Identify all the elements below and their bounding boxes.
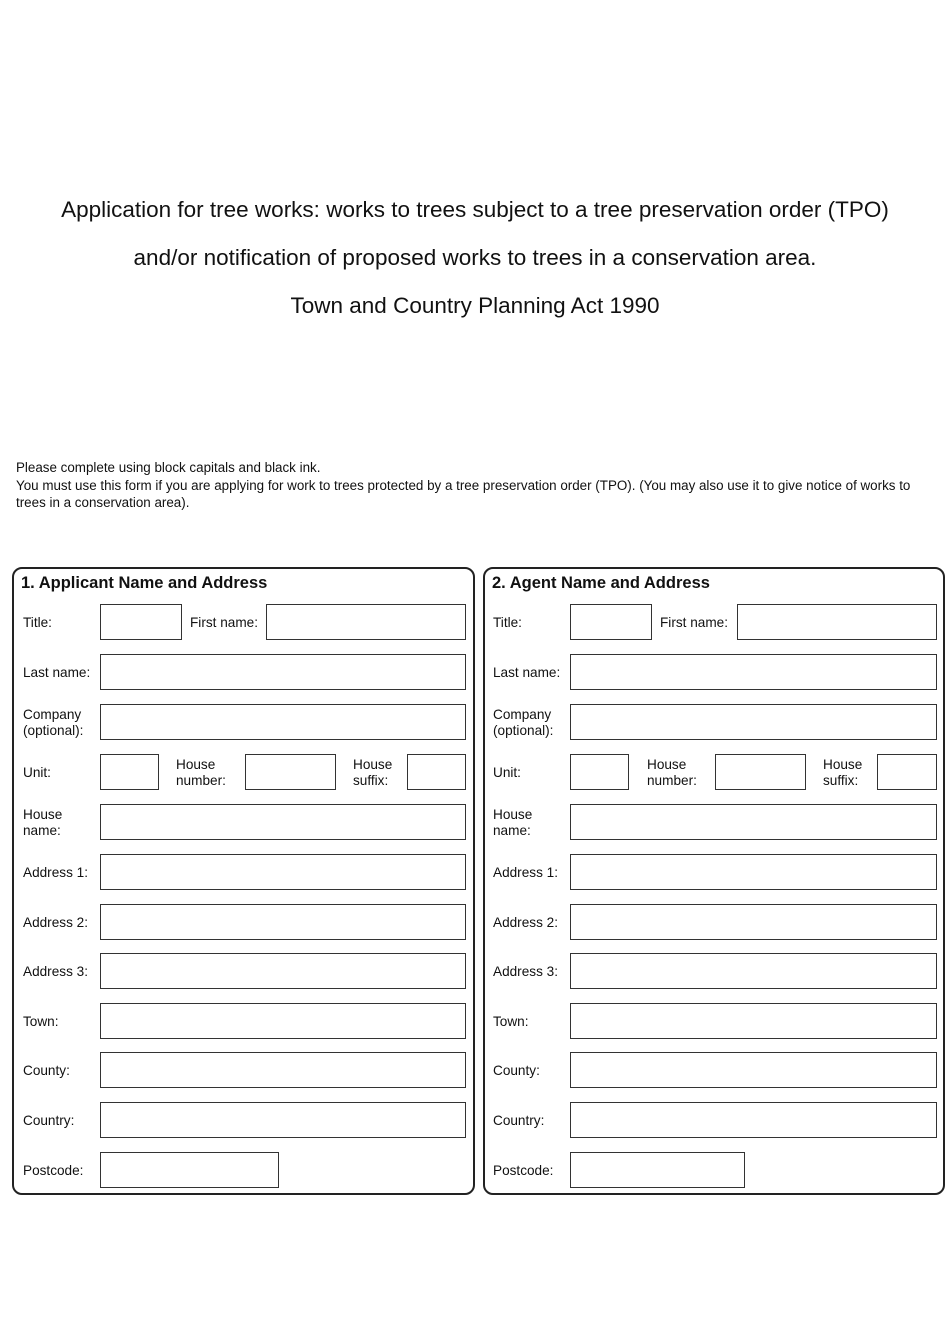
title-label: Title: <box>23 615 52 630</box>
house-name-label: House name: <box>23 807 63 838</box>
agent-unit-row <box>485 754 943 792</box>
agent-section <box>483 567 945 1195</box>
agent-address1-row <box>485 854 943 892</box>
house-suffix-label: House suffix: <box>353 757 393 788</box>
applicant-address2-field[interactable] <box>100 904 466 940</box>
agent-unit-field[interactable] <box>570 754 629 790</box>
agent-town-row <box>485 1003 943 1041</box>
agent-address3-field[interactable] <box>570 953 937 989</box>
title-line-2: and/or notification of proposed works to trees in a conservation area. <box>133 245 817 270</box>
agent-title-field[interactable] <box>570 604 652 640</box>
applicant-address2-row <box>14 904 473 942</box>
address3-label: Address 3: <box>23 964 88 979</box>
address1-label: Address 1: <box>493 865 558 880</box>
country-label: Country: <box>23 1113 75 1128</box>
applicant-country-row <box>14 1102 473 1140</box>
house-suffix-label: House suffix: <box>823 757 863 788</box>
address3-label: Address 3: <box>493 964 558 979</box>
applicant-address3-field[interactable] <box>100 953 466 989</box>
applicant-house-name-field[interactable] <box>100 804 466 840</box>
applicant-first-name-field[interactable] <box>266 604 466 640</box>
form-title <box>0 186 950 330</box>
applicant-heading: 1. Applicant Name and Address <box>21 574 268 592</box>
agent-address3-row <box>485 953 943 991</box>
agent-postcode-field[interactable] <box>570 1152 745 1188</box>
agent-postcode-row <box>485 1152 943 1190</box>
applicant-last-name-row <box>14 654 473 692</box>
agent-title-row <box>485 604 943 642</box>
agent-county-field[interactable] <box>570 1052 937 1088</box>
applicant-address1-row <box>14 854 473 892</box>
agent-address2-row <box>485 904 943 942</box>
postcode-label: Postcode: <box>23 1163 84 1178</box>
applicant-unit-row <box>14 754 473 792</box>
postcode-label: Postcode: <box>493 1163 554 1178</box>
title-line-3: Town and Country Planning Act 1990 <box>290 293 660 318</box>
agent-first-name-field[interactable] <box>737 604 937 640</box>
applicant-country-field[interactable] <box>100 1102 466 1138</box>
agent-house-name-field[interactable] <box>570 804 937 840</box>
agent-town-field[interactable] <box>570 1003 937 1039</box>
applicant-address1-field[interactable] <box>100 854 466 890</box>
first-name-label: First name: <box>660 615 728 630</box>
last-name-label: Last name: <box>23 665 91 680</box>
applicant-unit-field[interactable] <box>100 754 159 790</box>
applicant-town-field[interactable] <box>100 1003 466 1039</box>
instructions <box>16 459 916 512</box>
house-number-label: House number: <box>176 757 226 788</box>
title-label: Title: <box>493 615 522 630</box>
agent-last-name-field[interactable] <box>570 654 937 690</box>
town-label: Town: <box>493 1014 529 1029</box>
applicant-county-field[interactable] <box>100 1052 466 1088</box>
town-label: Town: <box>23 1014 59 1029</box>
title-line-1: Application for tree works: works to trees subject to a tree preservation order (TPO) <box>61 197 889 222</box>
agent-house-number-field[interactable] <box>715 754 806 790</box>
agent-country-row <box>485 1102 943 1140</box>
agent-company-row <box>485 704 943 742</box>
address2-label: Address 2: <box>23 915 88 930</box>
agent-last-name-row <box>485 654 943 692</box>
applicant-company-row <box>14 704 473 742</box>
applicant-section <box>12 567 475 1195</box>
instruction-line-2: You must use this form if you are applying for work to trees protected by a tree preservation order (TPO). (You may also use it to give notice of works to trees in a conservation area). <box>16 477 911 510</box>
applicant-title-field[interactable] <box>100 604 182 640</box>
applicant-house-suffix-field[interactable] <box>407 754 466 790</box>
agent-address1-field[interactable] <box>570 854 937 890</box>
last-name-label: Last name: <box>493 665 561 680</box>
applicant-house-number-field[interactable] <box>245 754 336 790</box>
house-number-label: House number: <box>647 757 697 788</box>
applicant-address3-row <box>14 953 473 991</box>
company-label: Company (optional): <box>493 707 554 738</box>
house-name-label: House name: <box>493 807 533 838</box>
county-label: County: <box>23 1063 70 1078</box>
applicant-company-field[interactable] <box>100 704 466 740</box>
company-label: Company (optional): <box>23 707 84 738</box>
agent-country-field[interactable] <box>570 1102 937 1138</box>
instruction-line-1: Please complete using block capitals and black ink. <box>16 460 321 475</box>
applicant-title-row <box>14 604 473 642</box>
county-label: County: <box>493 1063 540 1078</box>
applicant-county-row <box>14 1052 473 1090</box>
applicant-house-name-row <box>14 804 473 842</box>
agent-house-name-row <box>485 804 943 842</box>
unit-label: Unit: <box>493 765 521 780</box>
address2-label: Address 2: <box>493 915 558 930</box>
applicant-postcode-row <box>14 1152 473 1190</box>
agent-county-row <box>485 1052 943 1090</box>
applicant-postcode-field[interactable] <box>100 1152 279 1188</box>
applicant-last-name-field[interactable] <box>100 654 466 690</box>
agent-heading: 2. Agent Name and Address <box>492 574 710 592</box>
unit-label: Unit: <box>23 765 51 780</box>
country-label: Country: <box>493 1113 545 1128</box>
address1-label: Address 1: <box>23 865 88 880</box>
agent-house-suffix-field[interactable] <box>877 754 937 790</box>
agent-company-field[interactable] <box>570 704 937 740</box>
applicant-town-row <box>14 1003 473 1041</box>
first-name-label: First name: <box>190 615 258 630</box>
agent-address2-field[interactable] <box>570 904 937 940</box>
